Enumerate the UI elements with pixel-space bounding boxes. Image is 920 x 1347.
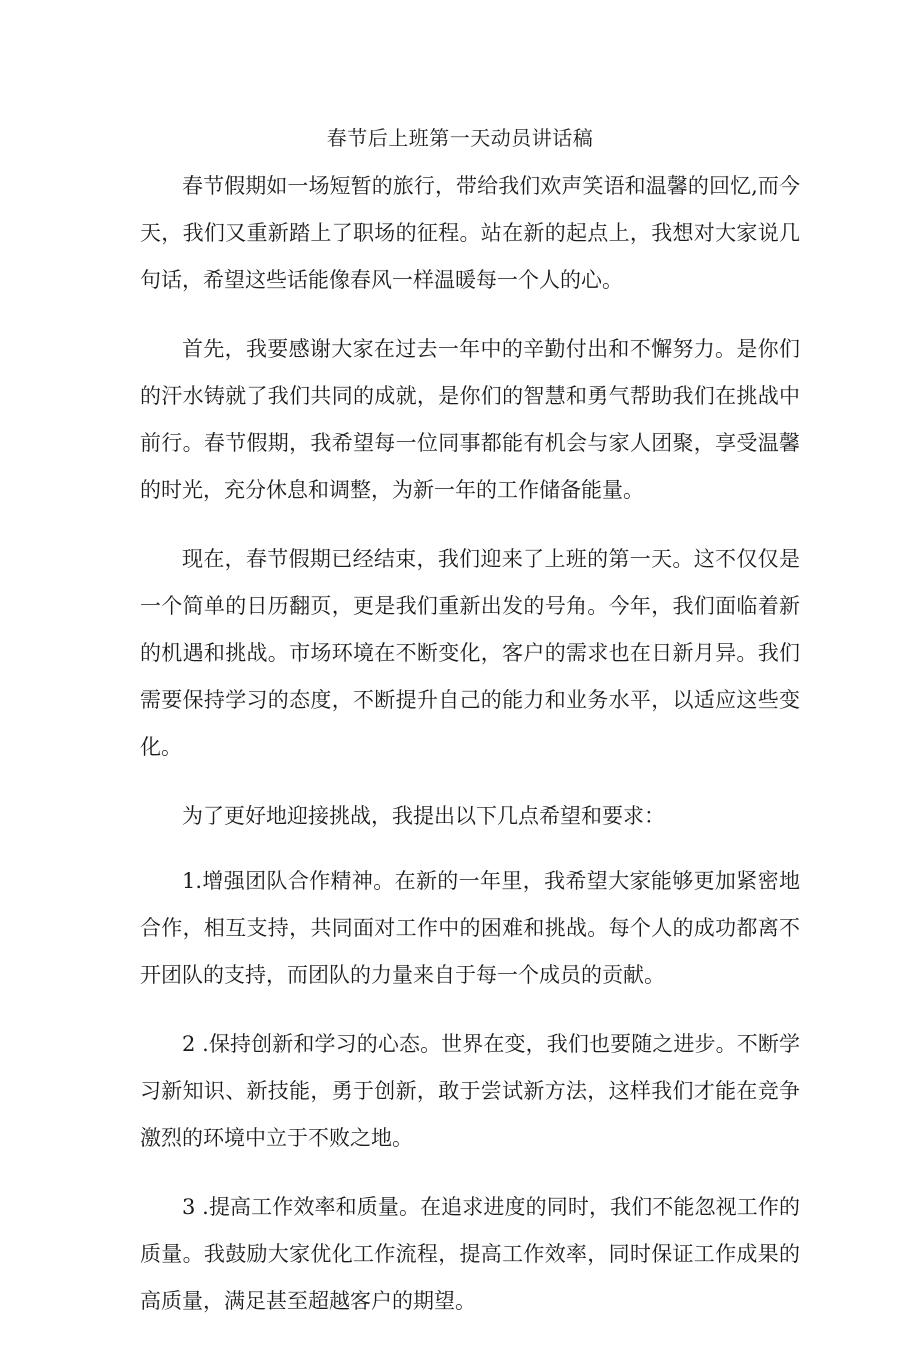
paragraph-4: 为了更好地迎接挑战，我提出以下几点希望和要求： [182,804,665,828]
document-title: 春节后上班第一天动员讲话稿 [326,126,594,150]
paragraph-3: 现在，春节假期已经结束，我们迎来了上班的第一天。这不仅仅是一个简单的日历翻页，更是我们重新出发的号角。今年，我们面临着新的机遇和挑战。市场环境在不断变化，客户的需求也在日新月异。我们需要保持学习的态度，不断提升自己的能力和业务水平，以适应这些变化。 [140,547,800,759]
document-body [140,163,800,1347]
list-item-1: 1.增强团队合作精神。在新的一年里，我希望大家能够更加紧密地合作，相互支持，共同面对工作中的困难和挑战。每个人的成功都离不开团队的支持，而团队的力量来自于每一个成员的贡献。 [140,869,800,987]
paragraph-1: 春节假期如一场短暂的旅行，带给我们欢声笑语和温馨的回忆,而今天，我们又重新踏上了职场的征程。站在新的起点上，我想对大家说几句话，希望这些话能像春风一样温暖每一个人的心。 [140,174,800,292]
list-item-2: 2 .保持创新和学习的心态。世界在变，我们也要随之进步。不断学习新知识、新技能，勇于创新，敢于尝试新方法，这样我们才能在竞争激烈的环境中立于不败之地。 [140,1032,800,1150]
list-item-3: 3 .提高工作效率和质量。在追求进度的同时，我们不能忽视工作的质量。我鼓励大家优化工作流程，提高工作效率，同时保证工作成果的高质量，满足甚至超越客户的期望。 [140,1195,800,1313]
paragraph-2: 首先，我要感谢大家在过去一年中的辛勤付出和不懈努力。是你们的汗水铸就了我们共同的成就，是你们的智慧和勇气帮助我们在挑战中前行。春节假期，我希望每一位同事都能有机会与家人团聚，享受温馨的时光，充分休息和调整，为新一年的工作储备能量。 [140,337,800,502]
